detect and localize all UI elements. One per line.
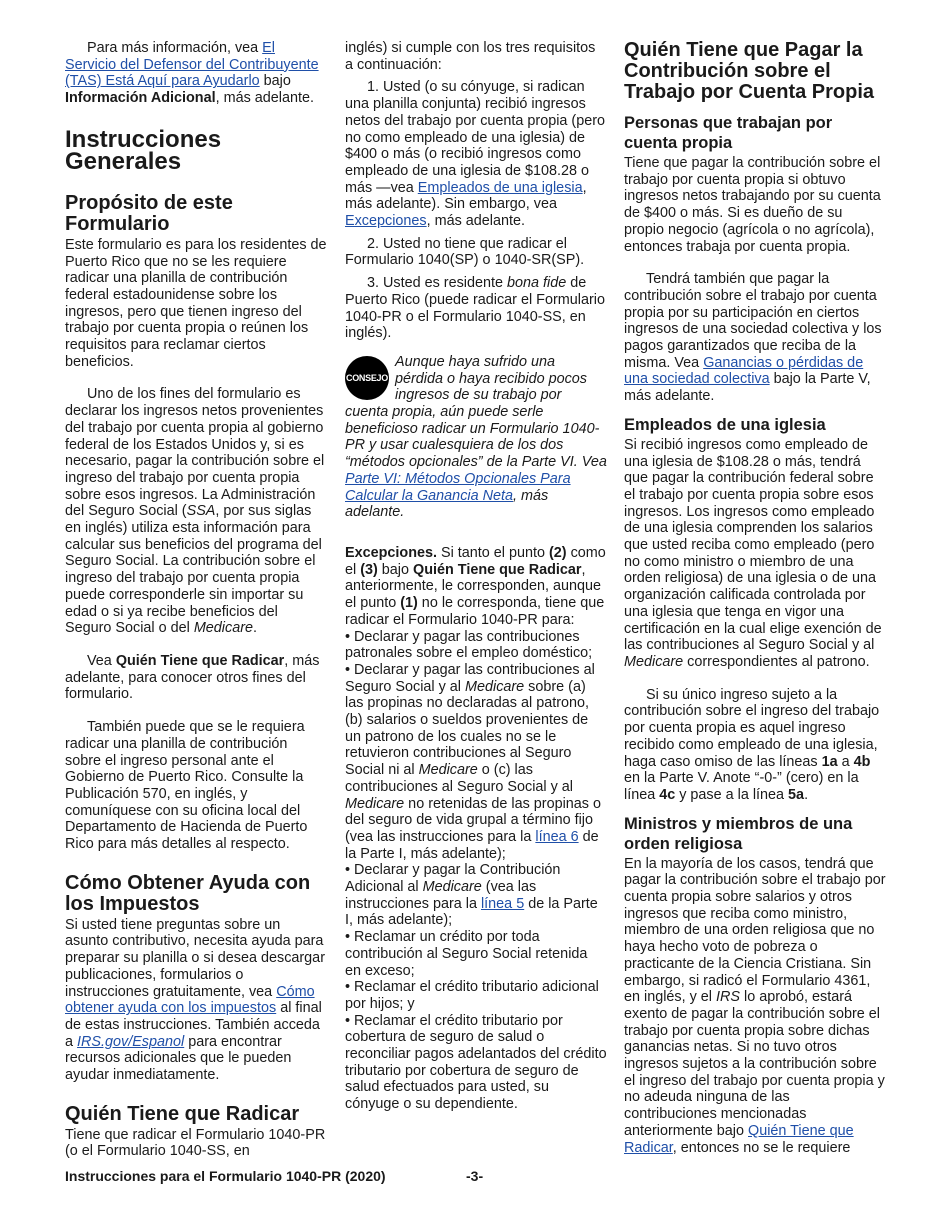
tax-help-link[interactable]: Cómo obtener ayuda con los impuestos bbox=[65, 983, 315, 1017]
line-5-link[interactable]: línea 5 bbox=[480, 895, 525, 912]
list-item: • Reclamar el crédito tributario adicional por hijos; y bbox=[345, 979, 599, 1012]
heading-ministers: Ministros y miembros de una orden religiosa bbox=[624, 814, 853, 853]
self-employed-paragraph: Tiene que pagar la contribución sobre el trabajo por cuenta propia si obtuvo ingresos netos trabajando por su cuenta de $400 o más. Si es dueño de su propio negocio (agrícola o no agrícola), entonces trabaja por cuenta propia. bbox=[624, 155, 881, 255]
tip-icon: CONSEJO bbox=[345, 356, 389, 400]
list-item: • Reclamar el crédito tributario por cobertura de seguro de salud o reconciliar pagos adelantados del crédito tributario por cobertura de seguro de salud efectuados para usted, su cónyuge o su dependiente. bbox=[345, 1012, 607, 1113]
requirement-3: 3. Usted es residente bona fide de Puerto Rico (puede radicar el Formulario 1040-PR o el Formulario 1040-SS, en inglés). bbox=[345, 275, 605, 342]
purpose-paragraph-2: Uno de los fines del formulario es declarar los ingresos netos provenientes del trabajo por cuenta propia al gobierno federal de los Estados Unidos y, si es necesario, pagar la contribución sobre el ingreso del trabajo por cuenta propia sobre esos ingresos. La Administración del Seguro Social (SSA, por sus siglas en inglés) utiliza esta información para calcular sus beneficios del programa del Seguro Social. La contribución sobre el ingreso del trabajo por cuenta propia puede corresponderle sin importar su edad o si ya recibe beneficios del Seguro Social o del Medicare. bbox=[65, 386, 325, 637]
requirements-intro: inglés) si cumple con los tres requisitos a continuación: bbox=[345, 40, 596, 73]
column-right bbox=[624, 40, 886, 1156]
column-left bbox=[65, 40, 327, 1160]
exceptions-paragraph: Excepciones. Si tanto el punto (2) como el (3) bajo Quién Tiene que Radicar, anteriormente, le corresponden, aunque el punto (1) no le corresponda, tiene que radicar el Formulario 1040-PR para: bbox=[345, 544, 606, 628]
church-income-paragraph: Si su único ingreso sujeto a la contribución sobre el ingreso del trabajo por cuenta propia es aquel ingreso recibido como empleado de una iglesia, haga caso omiso de las líneas 1a a 4b en la Parte V. Anote “-0-” (cero) en la línea 4c y pase a la línea 5a. bbox=[624, 686, 880, 803]
church-employees-paragraph: Si recibió ingresos como empleado de una iglesia de $108.28 o más, tendrá que pagar la contribución federal sobre el trabajo por cuenta propia sobre esos ingresos. Los ingresos como empleado de una iglesia comprenden los salarios que usted reciba como empleado (pero no como ministro o miembro de una orden religiosa) de una iglesia o de una organización calificada controlada por una iglesia que tenga en vigor una certificación en la cual elige exención de las contribuciones al Seguro Social y al Medicare correspondientes al patrono. bbox=[624, 436, 882, 670]
purpose-paragraph-4: También puede que se le requiera radicar una planilla de contribución sobre el ingreso personal ante el Gobierno de Puerto Rico. Consulte la Publicación 570, en inglés, y comuníquese con su oficina local del Departamento de Hacienda de Puerto Rico para más detalles al respecto. bbox=[65, 719, 308, 853]
taxpayer-advocate-link[interactable]: El Servicio del Defensor del Contribuyente (TAS) Está Aquí para Ayudarlo bbox=[65, 40, 319, 90]
optional-methods-link[interactable]: Parte VI: Métodos Opcionales Para Calcular la Ganancia Neta bbox=[345, 470, 571, 504]
purpose-paragraph: Este formulario es para los residentes de Puerto Rico que no se les requiere radicar una planilla de contribución federal estadounidense sobre los ingresos, pero que tienen ingreso del trabajo por cuenta propia o reúnen los requisitos para reclamar ciertos beneficios. bbox=[65, 236, 327, 370]
church-employees-link[interactable]: Empleados de una iglesia bbox=[417, 179, 583, 196]
partnership-gains-link[interactable]: Ganancias o pérdidas de una sociedad colectiva bbox=[624, 354, 864, 388]
list-item: • Declarar y pagar la Contribución Adicional al Medicare (vea las instrucciones para la línea 5 de la Parte I, más adelante); bbox=[345, 862, 598, 929]
heading-who-must-file: Quién Tiene que Radicar bbox=[65, 1102, 300, 1125]
line-6-link[interactable]: línea 6 bbox=[535, 828, 579, 845]
list-item: • Declarar y pagar las contribuciones al Seguro Social y al Medicare sobre (a) las propinas no declaradas al patrono, (b) salarios o sueldos provenientes de un patrono de los cuales no se le retuvieron contribuciones al Seguro Social ni al Medicare o (c) las contribuciones al Seguro Social y al Medicare no retenidas de las propinas o del seguro de vida grupal a término fijo (vea las instrucciones para la línea 6 de la Parte I, más adelante); bbox=[345, 661, 601, 862]
heading-self-employed: Personas que trabajan por cuenta propia bbox=[624, 114, 833, 152]
heading-general-instructions: Instrucciones Generales bbox=[65, 125, 222, 175]
page-number: -3- bbox=[466, 1168, 484, 1184]
heading-purpose: Propósito de este Formulario bbox=[65, 191, 233, 235]
partnership-paragraph: Tendrá también que pagar la contribución sobre el trabajo por cuenta propia por su participación en ciertos ingresos de una sociedad colectiva y los pagos garantizados que reciba de la misma. Vea Ganancias o pérdidas de una sociedad colectiva bajo la Parte V, más adelante. bbox=[624, 271, 882, 405]
who-must-file-link[interactable]: Quién Tiene que Radicar bbox=[624, 1122, 854, 1156]
heading-tax-help: Cómo Obtener Ayuda con los Impuestos bbox=[65, 871, 311, 915]
irs-espanol-link[interactable]: IRS.gov/Espanol bbox=[77, 1033, 185, 1050]
intro-paragraph: Para más información, vea El Servicio del Defensor del Contribuyente (TAS) Está Aquí para Ayudarlo bajo Información Adicional, más adelante. bbox=[65, 40, 319, 107]
requirement-2: 2. Usted no tiene que radicar el Formulario 1040(SP) o 1040-SR(SP). bbox=[345, 235, 585, 269]
ministers-paragraph: En la mayoría de los casos, tendrá que pagar la contribución sobre el trabajo por cuenta propia sobre salarios y otros ingresos que reciba como ministro, miembro de una orden religiosa que no haya hecho voto de pobreza o practicante de la Ciencia Cristiana. Sin embargo, si radicó el Formulario 4361, en inglés, y el IRS lo aprobó, estará exento de pagar la contribución sobre el trabajo por cuenta propia sobre dichas ganancias netas. Si no tuvo otros ingresos sujetos a la contribución sobre el ingreso del trabajo por cuenta propia y no adeuda ninguna de las contribuciones mencionadas anteriormente bajo Quién Tiene que Radicar, entonces no se le requiere bbox=[624, 855, 886, 1156]
footer-title: Instrucciones para el Formulario 1040-PR (2020) bbox=[65, 1168, 386, 1184]
who-must-file-paragraph: Tiene que radicar el Formulario 1040-PR (o el Formulario 1040-SS, en bbox=[65, 1126, 326, 1160]
purpose-paragraph-3: Vea Quién Tiene que Radicar, más adelante, para conocer otros fines del formulario. bbox=[65, 652, 320, 703]
heading-who-must-pay: Quién Tiene que Pagar la Contribución sobre el Trabajo por Cuenta Propia bbox=[624, 39, 875, 103]
tip-note: CONSEJO Aunque haya sufrido una pérdida o haya recibido pocos ingresos de su trabajo por cuenta propia, aún puede serle beneficioso radicar un Formulario 1040-PR y usar cualesquiera de los dos “métodos opcionales” de la Parte VI. Vea Parte VI: Métodos Opcionales Para Calcular la Ganancia Neta, más adelante. bbox=[345, 353, 607, 521]
requirement-1: 1. Usted (o su cónyuge, si radican una planilla conjunta) recibió ingresos netos del trabajo por cuenta propia (pero no como empleado de una iglesia) de $400 o más (o recibió ingresos como empleado de una iglesia de $108.28 o más —vea Empleados de una iglesia, más adelante). Sin embargo, vea Excepciones, más adelante. bbox=[345, 79, 606, 230]
heading-church-employees: Empleados de una iglesia bbox=[624, 415, 826, 434]
column-middle bbox=[345, 40, 607, 1113]
exceptions-link[interactable]: Excepciones bbox=[345, 213, 427, 230]
list-item: • Reclamar un crédito por toda contribución al Seguro Social retenida en exceso; bbox=[345, 929, 588, 979]
list-item: • Declarar y pagar las contribuciones patronales sobre el empleo doméstico; bbox=[345, 628, 593, 662]
tax-help-paragraph: Si usted tiene preguntas sobre un asunto contributivo, necesita ayuda para preparar su planilla o si desea descargar publicaciones, formularios o instrucciones gratuitamente, vea Cómo obtener ayuda con los impuestos al final de estas instrucciones. También acceda a IRS.gov/Espanol para encontrar recursos adicionales que le pueden ayudar inmediatamente. bbox=[65, 916, 325, 1084]
